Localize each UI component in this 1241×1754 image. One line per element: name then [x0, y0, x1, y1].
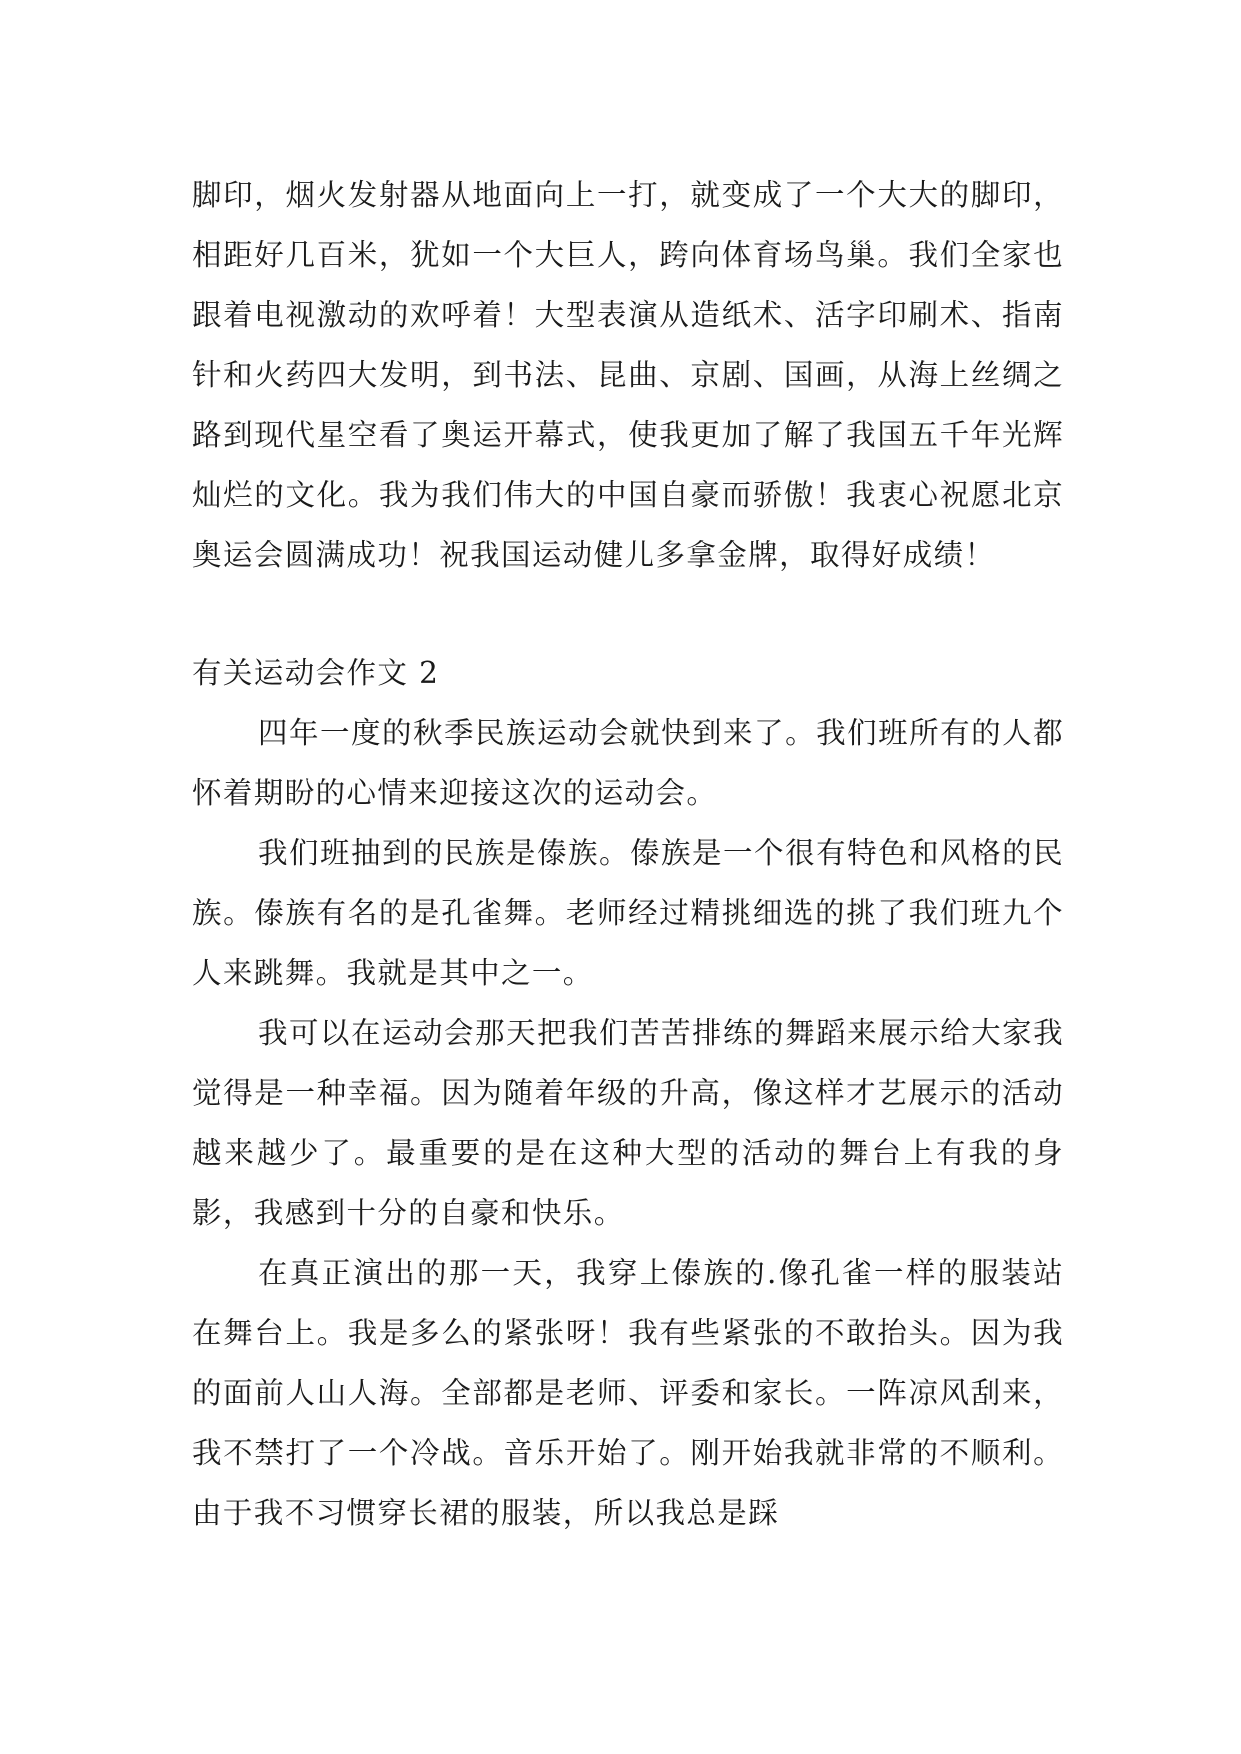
body-paragraph-3: 我可以在运动会那天把我们苦苦排练的舞蹈来展示给大家我觉得是一种幸福。因为随着年级的升高，像这样才艺展示的活动越来越少了。最重要的是在这种大型的活动的舞台上有我的身影，我感到十分的自豪和快乐。: [192, 1016, 1064, 1230]
body-paragraph-2: 我们班抽到的民族是傣族。傣族是一个很有特色和风格的民族。傣族有名的是孔雀舞。老师经过精挑细选的挑了我们班九个人来跳舞。我就是其中之一。: [192, 836, 1064, 990]
body-paragraph-1: 四年一度的秋季民族运动会就快到来了。我们班所有的人都怀着期盼的心情来迎接这次的运动会。: [192, 716, 1064, 810]
section-title: 有关运动会作文 2: [192, 656, 440, 690]
continuation-paragraph: 脚印，烟火发射器从地面向上一打，就变成了一个大大的脚印，相距好几百米，犹如一个大巨人，跨向体育场鸟巢。我们全家也跟着电视激动的欢呼着！大型表演从造纸术、活字印刷术、指南针和火药四大发明，到书法、昆曲、京剧、国画，从海上丝绸之路到现代星空看了奥运开幕式，使我更加了解了我国五千年光辉灿烂的文化。我为我们伟大的中国自豪而骄傲！我衷心祝愿北京奥运会圆满成功！祝我国运动健儿多拿金牌，取得好成绩！: [192, 178, 1064, 572]
document-body: [192, 165, 1064, 1543]
body-paragraph-4: 在真正演出的那一天，我穿上傣族的.像孔雀一样的服装站在舞台上。我是多么的紧张呀！我有些紧张的不敢抬头。因为我的面前人山人海。全部都是老师、评委和家长。一阵凉风刮来，我不禁打了一个冷战。音乐开始了。刚开始我就非常的不顺利。由于我不习惯穿长裙的服装，所以我总是踩: [192, 1256, 1064, 1530]
